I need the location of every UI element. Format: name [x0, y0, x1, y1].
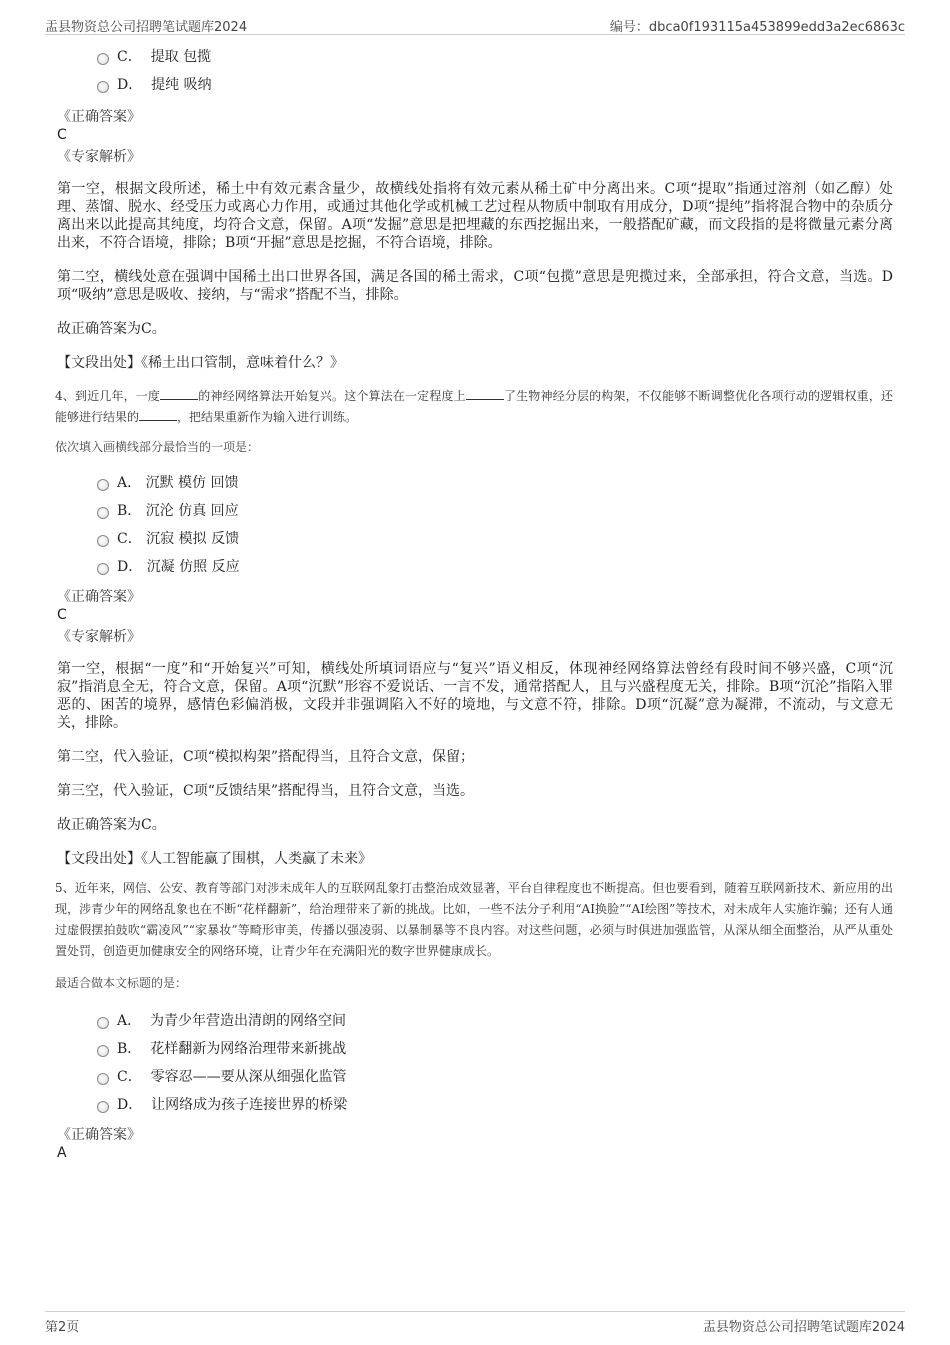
page-footer [45, 1311, 905, 1334]
blank-line [160, 387, 198, 400]
document-id: 编号：dbca0f193115a453899edd3a2ec6863c [609, 20, 905, 35]
answer-label: 《正确答案》 [57, 109, 141, 125]
option-text: 沉沦 仿真 回应 [145, 503, 239, 519]
source-citation: 【文段出处】《稀土出口管制，意味着什么？》 [57, 355, 344, 371]
answer-label: 《正确答案》 [57, 1127, 141, 1143]
question-prompt: 依次填入画横线部分最恰当的一项是： [55, 440, 260, 454]
radio-icon[interactable] [97, 479, 109, 491]
option-label: B． [117, 1041, 142, 1057]
option-text: 沉寂 模拟 反馈 [146, 531, 240, 547]
option-a[interactable] [97, 470, 893, 498]
footer-title: 盂县物资总公司招聘笔试题库2024 [702, 1320, 905, 1335]
radio-icon[interactable] [97, 53, 109, 65]
option-label: A． [117, 1013, 142, 1029]
option-c[interactable] [97, 1064, 893, 1092]
analysis-conclusion: 故正确答案为C。 [57, 321, 166, 337]
option-d[interactable] [97, 72, 893, 100]
answer-value: A [57, 1145, 67, 1161]
blank-line [466, 387, 504, 400]
option-text: 为青少年营造出清朗的网络空间 [150, 1013, 347, 1029]
option-text: 让网络成为孩子连接世界的桥梁 [151, 1097, 348, 1113]
option-c[interactable] [97, 44, 893, 72]
option-label: D． [117, 77, 143, 93]
source-citation: 【文段出处】《人工智能赢了围棋，人类赢了未来》 [57, 851, 372, 867]
blank-line [139, 408, 177, 421]
option-text: 花样翻新为网络治理带来新挑战 [150, 1041, 347, 1057]
analysis-conclusion: 故正确答案为C。 [57, 817, 166, 833]
page-header [45, 14, 905, 35]
option-label: C． [117, 49, 142, 65]
option-label: B． [117, 503, 142, 519]
page-number: 第2页 [45, 1320, 80, 1335]
option-label: C． [117, 531, 142, 547]
radio-icon[interactable] [97, 535, 109, 547]
option-c[interactable] [97, 526, 893, 554]
question-stem: 5、近年来，网信、公安、教育等部门对涉未成年人的互联网乱象打击整治成效显著，平台自律程度也不断提高。但也要看到，随着互联网新技术、新应用的出现，涉青少年的网络乱象也在不断“花样翻新”，给治理带来了新的挑战。比如，一些不法分子利用“AI换脸”“AI绘图”等技术，对未成年人实施诈骗；还有人通过虚假摆拍鼓吹“霸凌风”“家暴妆”等畸形审美，传播以强凌弱、以暴制暴等不良内容。对这些问题，必须与时俱进加强监管，从深从细全面整治，从严从重处置处罚，创造更加健康安全的网络环境，让青少年在充满阳光的数字世界健康成长。 [55, 881, 893, 958]
answer-label: 《正确答案》 [57, 589, 141, 605]
radio-icon[interactable] [97, 81, 109, 93]
header-title: 盂县物资总公司招聘笔试题库2024 [45, 20, 248, 35]
option-d[interactable] [97, 554, 893, 582]
option-label: D． [117, 559, 143, 575]
analysis-paragraph: 第三空，代入验证，C项“反馈结果”搭配得当，且符合文意，当选。 [57, 783, 475, 799]
option-a[interactable] [97, 1008, 893, 1036]
analysis-paragraph: 第一空，根据文段所述，稀土中有效元素含量少，故横线处指将有效元素从稀土矿中分离出来。C项“提取”指通过溶剂（如乙醇）处理、蒸馏、脱水、经受压力或离心力作用，或通过其他化学或机械工艺过程从物质中制取有用成分，D项“提纯”指将混合物中的杂质分离出来以此提高其纯度，均符合文意，保留。A项“发掘”意思是把埋藏的东西挖掘出来，一般搭配矿藏，而文段指的是将微量元素分离出来，不符合语境，排除；B项“开掘”意思是挖掘，不符合语境，排除。 [57, 181, 893, 251]
answer-value: C [57, 127, 67, 143]
option-b[interactable] [97, 1036, 893, 1064]
radio-icon[interactable] [97, 1073, 109, 1085]
option-text: 沉凝 仿照 反应 [146, 559, 240, 575]
question-prompt: 最适合做本文标题的是： [55, 976, 188, 990]
radio-icon[interactable] [97, 1101, 109, 1113]
analysis-label: 《专家解析》 [57, 629, 141, 645]
radio-icon[interactable] [97, 563, 109, 575]
answer-value: C [57, 607, 67, 623]
option-text: 提纯 吸纳 [151, 77, 212, 93]
option-text: 沉默 模仿 回馈 [145, 475, 239, 491]
option-b[interactable] [97, 498, 893, 526]
page-content [57, 44, 893, 1162]
option-d[interactable] [97, 1092, 893, 1120]
option-text: 提取 包揽 [150, 49, 212, 65]
analysis-paragraph: 第一空，根据“一度”和“开始复兴”可知，横线处所填词语应与“复兴”语义相反，体现神经网络算法曾经有段时间不够兴盛，C项“沉寂”指消息全无，符合文意，保留。A项“沉默”形容不爱说话、一言不发，通常搭配人，且与兴盛程度无关，排除。B项“沉沦”指陷入罪恶的、困苦的境界，感情色彩偏消极，文段并非强调陷入不好的境地，与文意不符，排除。D项“沉凝”意为凝滞，不流动，与文意无关，排除。 [57, 661, 893, 731]
analysis-paragraph: 第二空，代入验证，C项“模拟构架”搭配得当，且符合文意，保留； [57, 749, 475, 765]
option-label: C． [117, 1069, 142, 1085]
option-label: D． [117, 1097, 143, 1113]
option-label: A． [117, 475, 142, 491]
option-text: 零容忍——要从深从细强化监管 [150, 1069, 347, 1085]
analysis-paragraph: 第二空，横线处意在强调中国稀土出口世界各国，满足各国的稀土需求，C项“包揽”意思是兜揽过来，全部承担，符合文意，当选。D项“吸纳”意思是吸收、接纳，与“需求”搭配不当，排除。 [57, 269, 893, 303]
radio-icon[interactable] [97, 507, 109, 519]
radio-icon[interactable] [97, 1045, 109, 1057]
analysis-label: 《专家解析》 [57, 149, 141, 165]
radio-icon[interactable] [97, 1017, 109, 1029]
question-stem: 4、到近几年，一度 的神经网络算法开始复兴。这个算法在一定程度上 了生物神经分层的构架，不仅能够不断调整优化各项行动的逻辑权重，还能够进行结果的 ，把结果重新作为输入进行训练。 [55, 389, 893, 424]
